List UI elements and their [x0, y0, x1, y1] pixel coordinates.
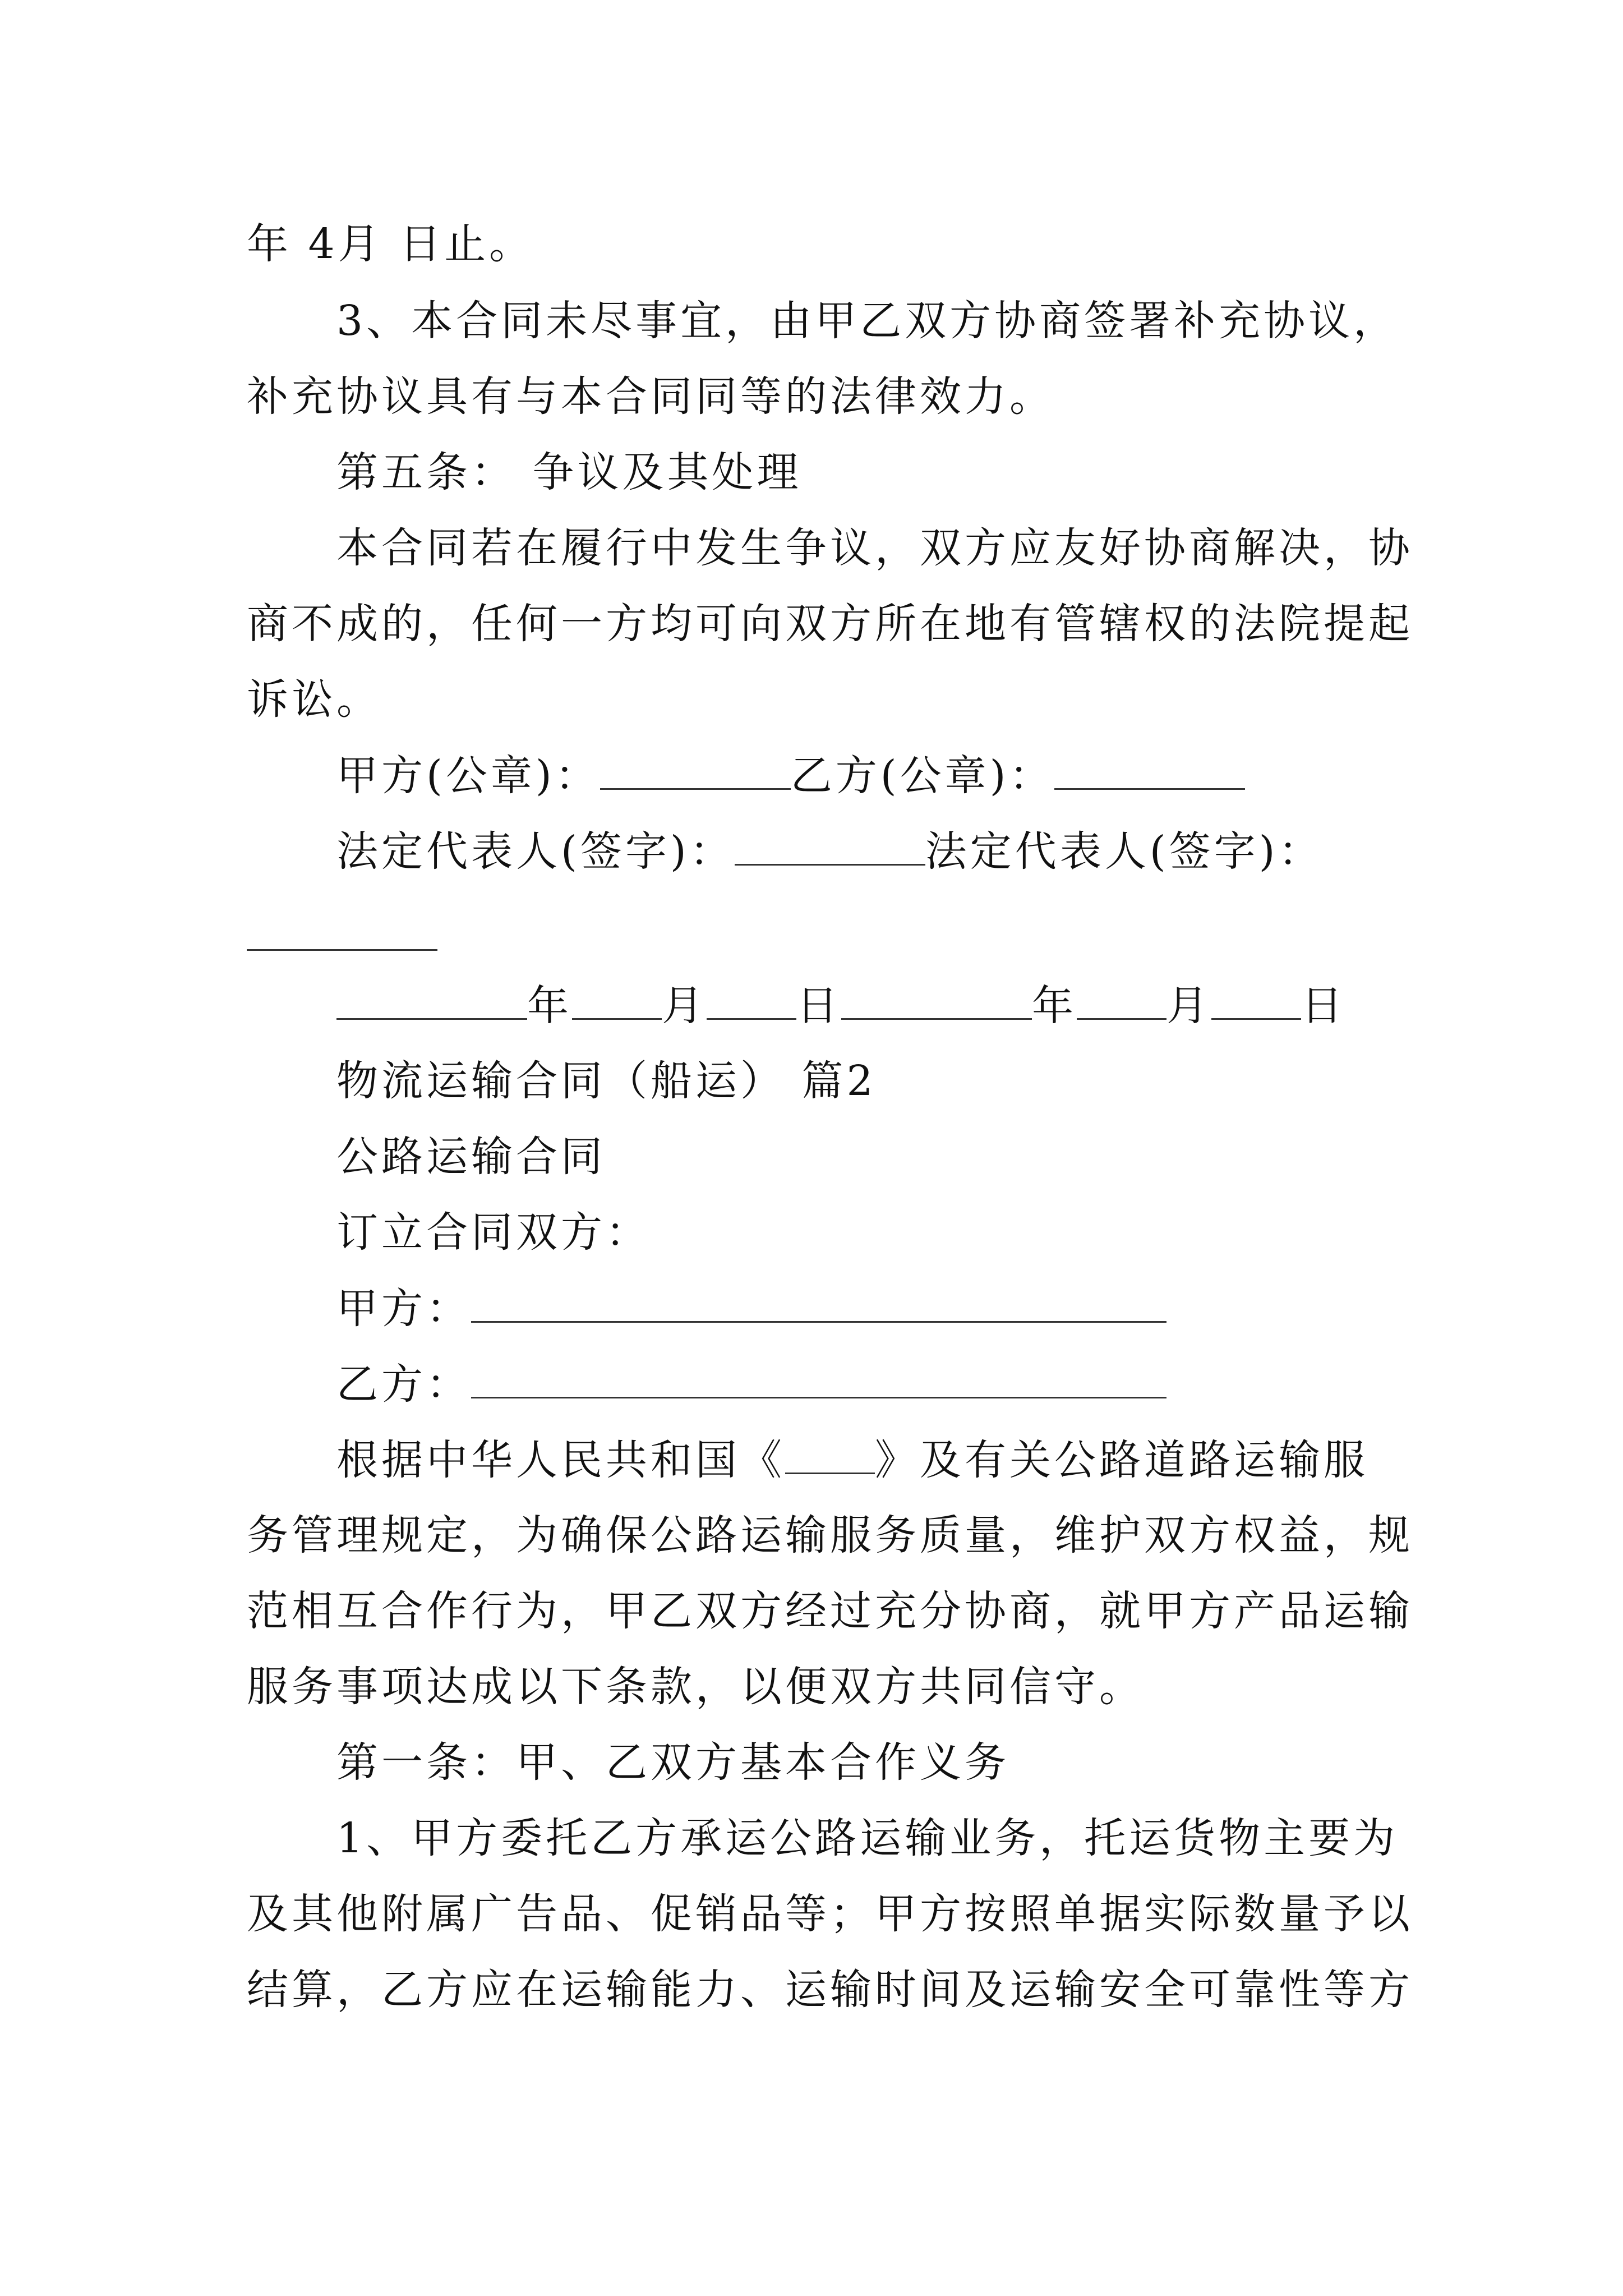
text-line: 结算，乙方应在运输能力、运输时间及运输安全可靠性等方	[247, 1966, 1413, 2014]
party-b-rep-blank	[247, 949, 437, 951]
date-line	[336, 982, 1346, 1030]
date-month-blank	[572, 984, 662, 1020]
contract-title: 公路运输合同	[336, 1133, 606, 1181]
text-line: 补充协议具有与本合同同等的法律效力。	[247, 372, 1054, 421]
text-line: 及其他附属广告品、促销品等；甲方按照单据实际数量予以	[247, 1890, 1413, 1938]
date-month2-blank	[1077, 984, 1166, 1020]
party-a-blank	[471, 1287, 1166, 1323]
text-line	[336, 1436, 1368, 1484]
party-a-seal-label: 甲方(公章)：	[336, 752, 600, 800]
date-year-label: 年	[527, 982, 572, 1030]
date-day2-blank	[1211, 984, 1301, 1020]
section-heading: 第五条： 争议及其处理	[336, 448, 802, 496]
text-fragment: 》及有关公路道路运输服	[875, 1436, 1368, 1484]
date-day-label: 日	[796, 982, 841, 1030]
party-a-rep-blank	[735, 830, 925, 866]
party-a-rep-label: 法定代表人(签字)：	[336, 827, 735, 876]
date-day-blank	[707, 984, 796, 1020]
text-line: 服务事项达成以下条款，以便双方共同信守。	[247, 1663, 1144, 1711]
text-line: 年 4月 日止。	[247, 220, 534, 268]
text-line: 范相互合作行为，甲乙双方经过充分协商，就甲方产品运输	[247, 1587, 1413, 1635]
text-line: 本合同若在履行中发生争议，双方应友好协商解决，协	[336, 524, 1413, 572]
text-line: 诉讼。	[247, 675, 381, 724]
party-b-line	[336, 1360, 1166, 1409]
party-b-seal-blank	[1054, 754, 1245, 790]
law-name-blank	[785, 1439, 875, 1474]
date-month2-label: 月	[1166, 982, 1211, 1030]
signature-line-representative	[336, 827, 1324, 876]
date-year2-label: 年	[1032, 982, 1077, 1030]
date-day2-label: 日	[1301, 982, 1346, 1030]
text-line: 3、本合同未尽事宜，由甲乙双方协商签署补充协议，	[336, 297, 1399, 345]
date-month-label: 月	[662, 982, 707, 1030]
section-heading: 第一条：甲、乙双方基本合作义务	[336, 1738, 1009, 1787]
party-a-seal-blank	[600, 754, 791, 790]
signature-line-seal	[336, 752, 1245, 800]
text-line: 订立合同双方：	[336, 1208, 651, 1257]
party-b-seal-label: 乙方(公章)：	[790, 752, 1054, 800]
date-year-blank	[336, 984, 527, 1020]
party-b-rep-label: 法定代表人(签字)：	[925, 827, 1324, 876]
section-title: 物流运输合同（船运） 篇2	[336, 1057, 877, 1105]
text-fragment: 根据中华人民共和国《	[336, 1436, 785, 1484]
text-line: 务管理规定，为确保公路运输服务质量，维护双方权益，规	[247, 1511, 1413, 1559]
text-line: 1、甲方委托乙方承运公路运输业务，托运货物主要为	[336, 1814, 1399, 1862]
party-a-line	[336, 1285, 1166, 1333]
date-year2-blank	[841, 984, 1032, 1020]
text-line: 商不成的，任何一方均可向双方所在地有管辖权的法院提起	[247, 600, 1413, 648]
party-b-blank	[471, 1363, 1166, 1398]
party-a-label: 甲方：	[336, 1285, 471, 1333]
party-b-label: 乙方：	[336, 1360, 471, 1409]
